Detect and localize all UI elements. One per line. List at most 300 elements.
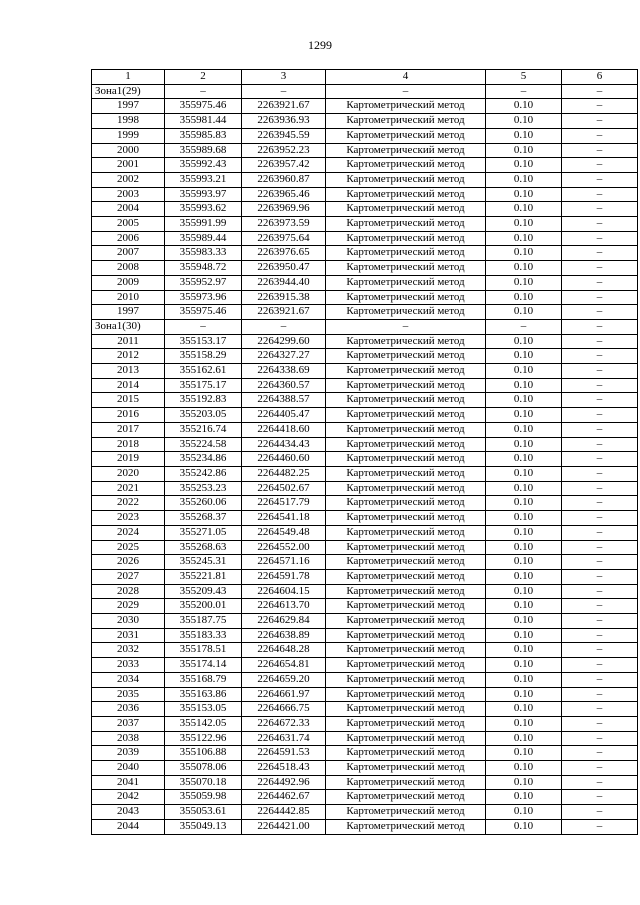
table-row [92, 364, 638, 379]
y-coordinate-cell: 2264661.97 [242, 687, 326, 702]
note-cell: – [562, 99, 638, 114]
accuracy-cell: 0.10 [486, 481, 562, 496]
point-number-cell: 2034 [92, 672, 165, 687]
note-cell: – [562, 261, 638, 276]
accuracy-cell: 0.10 [486, 761, 562, 776]
note-cell: – [562, 525, 638, 540]
table-row [92, 158, 638, 173]
table-row [92, 775, 638, 790]
method-cell: Картометрический метод [326, 334, 486, 349]
table-row [92, 334, 638, 349]
method-cell: Картометрический метод [326, 99, 486, 114]
note-cell: – [562, 555, 638, 570]
accuracy-cell: 0.10 [486, 614, 562, 629]
accuracy-cell: 0.10 [486, 555, 562, 570]
accuracy-cell: 0.10 [486, 511, 562, 526]
table-row [92, 231, 638, 246]
table-row [92, 452, 638, 467]
method-cell: Картометрический метод [326, 290, 486, 305]
point-number-cell: 2044 [92, 819, 165, 834]
x-coordinate-cell: 355203.05 [165, 408, 242, 423]
note-cell: – [562, 746, 638, 761]
point-number-cell: 2041 [92, 775, 165, 790]
note-cell: – [562, 319, 638, 334]
x-coordinate-cell: 355268.37 [165, 511, 242, 526]
x-coordinate-cell: 355989.44 [165, 231, 242, 246]
y-coordinate-cell: 2264654.81 [242, 658, 326, 673]
table-row [92, 99, 638, 114]
method-cell: Картометрический метод [326, 422, 486, 437]
point-number-cell: 2006 [92, 231, 165, 246]
note-cell: – [562, 466, 638, 481]
point-number-cell: 2036 [92, 702, 165, 717]
y-coordinate-cell: 2264434.43 [242, 437, 326, 452]
point-number-cell: 2022 [92, 496, 165, 511]
point-number-cell: 2027 [92, 569, 165, 584]
point-number-cell: 2019 [92, 452, 165, 467]
note-cell: – [562, 628, 638, 643]
method-cell: Картометрический метод [326, 261, 486, 276]
point-number-cell: 2014 [92, 378, 165, 393]
point-number-cell: 2002 [92, 172, 165, 187]
x-coordinate-cell: 355053.61 [165, 805, 242, 820]
accuracy-cell: 0.10 [486, 334, 562, 349]
method-cell: Картометрический метод [326, 481, 486, 496]
column-header: 1 [92, 70, 165, 85]
table-row [92, 746, 638, 761]
y-coordinate-cell: 2264672.33 [242, 716, 326, 731]
note-cell: – [562, 819, 638, 834]
point-number-cell: 2011 [92, 334, 165, 349]
note-cell: – [562, 393, 638, 408]
accuracy-cell: 0.10 [486, 819, 562, 834]
accuracy-cell: 0.10 [486, 716, 562, 731]
accuracy-cell: 0.10 [486, 584, 562, 599]
method-cell: – [326, 319, 486, 334]
x-coordinate-cell: 355192.83 [165, 393, 242, 408]
y-coordinate-cell: 2264613.70 [242, 599, 326, 614]
y-coordinate-cell: 2264549.48 [242, 525, 326, 540]
x-coordinate-cell: 355153.05 [165, 702, 242, 717]
point-number-cell: 2029 [92, 599, 165, 614]
method-cell: Картометрический метод [326, 158, 486, 173]
accuracy-cell: 0.10 [486, 746, 562, 761]
table-row [92, 261, 638, 276]
x-coordinate-cell: 355209.43 [165, 584, 242, 599]
table-row [92, 437, 638, 452]
y-coordinate-cell: 2264659.20 [242, 672, 326, 687]
y-coordinate-cell: 2264638.89 [242, 628, 326, 643]
accuracy-cell: – [486, 319, 562, 334]
accuracy-cell: 0.10 [486, 217, 562, 232]
x-coordinate-cell: 355162.61 [165, 364, 242, 379]
note-cell: – [562, 187, 638, 202]
point-number-cell: 2042 [92, 790, 165, 805]
point-number-cell: 2025 [92, 540, 165, 555]
y-coordinate-cell: 2264492.96 [242, 775, 326, 790]
y-coordinate-cell: 2264502.67 [242, 481, 326, 496]
note-cell: – [562, 790, 638, 805]
method-cell: Картометрический метод [326, 246, 486, 261]
point-number-cell: 2016 [92, 408, 165, 423]
y-coordinate-cell: 2264299.60 [242, 334, 326, 349]
table-row [92, 408, 638, 423]
x-coordinate-cell: 355983.33 [165, 246, 242, 261]
accuracy-cell: 0.10 [486, 643, 562, 658]
table-row [92, 114, 638, 129]
page-number: 1299 [308, 38, 332, 52]
method-cell: Картометрический метод [326, 761, 486, 776]
y-coordinate-cell: 2263976.65 [242, 246, 326, 261]
note-cell: – [562, 114, 638, 129]
method-cell: Картометрический метод [326, 746, 486, 761]
y-coordinate-cell: 2264552.00 [242, 540, 326, 555]
table-row [92, 378, 638, 393]
point-number-cell: 2013 [92, 364, 165, 379]
x-coordinate-cell: 355952.97 [165, 275, 242, 290]
accuracy-cell: 0.10 [486, 687, 562, 702]
y-coordinate-cell: 2264541.18 [242, 511, 326, 526]
y-coordinate-cell: – [242, 84, 326, 99]
x-coordinate-cell: 355991.99 [165, 217, 242, 232]
accuracy-cell: 0.10 [486, 305, 562, 320]
accuracy-cell: 0.10 [486, 393, 562, 408]
note-cell: – [562, 452, 638, 467]
note-cell: – [562, 805, 638, 820]
method-cell: Картометрический метод [326, 555, 486, 570]
x-coordinate-cell: 355174.14 [165, 658, 242, 673]
method-cell: Картометрический метод [326, 584, 486, 599]
y-coordinate-cell: 2264518.43 [242, 761, 326, 776]
accuracy-cell: 0.10 [486, 275, 562, 290]
table-header-row [92, 70, 638, 85]
method-cell: Картометрический метод [326, 217, 486, 232]
note-cell: – [562, 672, 638, 687]
y-coordinate-cell: 2263973.59 [242, 217, 326, 232]
x-coordinate-cell: 355989.68 [165, 143, 242, 158]
y-coordinate-cell: 2264631.74 [242, 731, 326, 746]
method-cell: Картометрический метод [326, 540, 486, 555]
method-cell: Картометрический метод [326, 452, 486, 467]
point-number-cell: 2010 [92, 290, 165, 305]
method-cell: Картометрический метод [326, 275, 486, 290]
method-cell: Картометрический метод [326, 775, 486, 790]
point-number-cell: 1999 [92, 128, 165, 143]
note-cell: – [562, 364, 638, 379]
x-coordinate-cell: 355993.21 [165, 172, 242, 187]
x-coordinate-cell: 355158.29 [165, 349, 242, 364]
point-number-cell: 2004 [92, 202, 165, 217]
column-header: 6 [562, 70, 638, 85]
point-number-cell: 2035 [92, 687, 165, 702]
method-cell: Картометрический метод [326, 187, 486, 202]
accuracy-cell: 0.10 [486, 775, 562, 790]
method-cell: – [326, 84, 486, 99]
y-coordinate-cell: 2263975.64 [242, 231, 326, 246]
note-cell: – [562, 658, 638, 673]
note-cell: – [562, 437, 638, 452]
method-cell: Картометрический метод [326, 378, 486, 393]
accuracy-cell: 0.10 [486, 452, 562, 467]
accuracy-cell: 0.10 [486, 143, 562, 158]
x-coordinate-cell: 355993.97 [165, 187, 242, 202]
point-number-cell: 2031 [92, 628, 165, 643]
table-row [92, 466, 638, 481]
note-cell: – [562, 231, 638, 246]
x-coordinate-cell: 355253.23 [165, 481, 242, 496]
y-coordinate-cell: 2264604.15 [242, 584, 326, 599]
table-row [92, 805, 638, 820]
note-cell: – [562, 143, 638, 158]
x-coordinate-cell: 355049.13 [165, 819, 242, 834]
note-cell: – [562, 217, 638, 232]
accuracy-cell: 0.10 [486, 187, 562, 202]
x-coordinate-cell: 355975.46 [165, 305, 242, 320]
method-cell: Картометрический метод [326, 114, 486, 129]
note-cell: – [562, 702, 638, 717]
y-coordinate-cell: 2263969.96 [242, 202, 326, 217]
point-number-cell: Зона1(30) [92, 319, 165, 334]
note-cell: – [562, 614, 638, 629]
note-cell: – [562, 305, 638, 320]
table-row [92, 143, 638, 158]
method-cell: Картометрический метод [326, 143, 486, 158]
x-coordinate-cell: 355178.51 [165, 643, 242, 658]
method-cell: Картометрический метод [326, 731, 486, 746]
method-cell: Картометрический метод [326, 805, 486, 820]
y-coordinate-cell: 2264421.00 [242, 819, 326, 834]
point-number-cell: 2000 [92, 143, 165, 158]
accuracy-cell: 0.10 [486, 702, 562, 717]
y-coordinate-cell: 2264442.85 [242, 805, 326, 820]
note-cell: – [562, 511, 638, 526]
method-cell: Картометрический метод [326, 687, 486, 702]
table-row [92, 525, 638, 540]
y-coordinate-cell: 2264327.27 [242, 349, 326, 364]
accuracy-cell: 0.10 [486, 569, 562, 584]
note-cell: – [562, 408, 638, 423]
point-number-cell: 2037 [92, 716, 165, 731]
accuracy-cell: 0.10 [486, 202, 562, 217]
table-row [92, 496, 638, 511]
method-cell: Картометрический метод [326, 628, 486, 643]
table-row [92, 422, 638, 437]
accuracy-cell: 0.10 [486, 261, 562, 276]
table-row [92, 128, 638, 143]
y-coordinate-cell: – [242, 319, 326, 334]
table-row [92, 511, 638, 526]
x-coordinate-cell: 355948.72 [165, 261, 242, 276]
accuracy-cell: 0.10 [486, 599, 562, 614]
method-cell: Картометрический метод [326, 614, 486, 629]
point-number-cell: 2007 [92, 246, 165, 261]
accuracy-cell: 0.10 [486, 805, 562, 820]
x-coordinate-cell: 355268.63 [165, 540, 242, 555]
x-coordinate-cell: 355234.86 [165, 452, 242, 467]
note-cell: – [562, 643, 638, 658]
accuracy-cell: 0.10 [486, 378, 562, 393]
x-coordinate-cell: 355992.43 [165, 158, 242, 173]
note-cell: – [562, 716, 638, 731]
accuracy-cell: 0.10 [486, 466, 562, 481]
table-row [92, 672, 638, 687]
accuracy-cell: 0.10 [486, 731, 562, 746]
y-coordinate-cell: 2264418.60 [242, 422, 326, 437]
x-coordinate-cell: 355271.05 [165, 525, 242, 540]
note-cell: – [562, 246, 638, 261]
x-coordinate-cell: 355245.31 [165, 555, 242, 570]
x-coordinate-cell: 355122.96 [165, 731, 242, 746]
y-coordinate-cell: 2263960.87 [242, 172, 326, 187]
x-coordinate-cell: – [165, 84, 242, 99]
point-number-cell: 2032 [92, 643, 165, 658]
table-row [92, 275, 638, 290]
note-cell: – [562, 584, 638, 599]
x-coordinate-cell: 355078.06 [165, 761, 242, 776]
table-row [92, 716, 638, 731]
point-number-cell: 2028 [92, 584, 165, 599]
method-cell: Картометрический метод [326, 819, 486, 834]
method-cell: Картометрический метод [326, 364, 486, 379]
x-coordinate-cell: 355070.18 [165, 775, 242, 790]
method-cell: Картометрический метод [326, 172, 486, 187]
note-cell: – [562, 334, 638, 349]
table-row [92, 790, 638, 805]
point-number-cell: 2018 [92, 437, 165, 452]
point-number-cell: 1997 [92, 99, 165, 114]
table-row [92, 540, 638, 555]
method-cell: Картометрический метод [326, 790, 486, 805]
table-row [92, 761, 638, 776]
x-coordinate-cell: 355168.79 [165, 672, 242, 687]
y-coordinate-cell: 2264571.16 [242, 555, 326, 570]
y-coordinate-cell: 2264591.53 [242, 746, 326, 761]
accuracy-cell: 0.10 [486, 246, 562, 261]
point-number-cell: 2003 [92, 187, 165, 202]
note-cell: – [562, 202, 638, 217]
y-coordinate-cell: 2263944.40 [242, 275, 326, 290]
method-cell: Картометрический метод [326, 569, 486, 584]
x-coordinate-cell: 355981.44 [165, 114, 242, 129]
point-number-cell: 2033 [92, 658, 165, 673]
point-number-cell: 2024 [92, 525, 165, 540]
x-coordinate-cell: 355975.46 [165, 99, 242, 114]
y-coordinate-cell: 2263965.46 [242, 187, 326, 202]
point-number-cell: 2039 [92, 746, 165, 761]
note-cell: – [562, 172, 638, 187]
accuracy-cell: 0.10 [486, 437, 562, 452]
table-body [92, 84, 638, 834]
x-coordinate-cell: 355153.17 [165, 334, 242, 349]
table-row [92, 305, 638, 320]
x-coordinate-cell: 355260.06 [165, 496, 242, 511]
y-coordinate-cell: 2264629.84 [242, 614, 326, 629]
method-cell: Картометрический метод [326, 437, 486, 452]
note-cell: – [562, 687, 638, 702]
note-cell: – [562, 540, 638, 555]
method-cell: Картометрический метод [326, 466, 486, 481]
accuracy-cell: 0.10 [486, 525, 562, 540]
note-cell: – [562, 422, 638, 437]
x-coordinate-cell: 355221.81 [165, 569, 242, 584]
note-cell: – [562, 290, 638, 305]
method-cell: Картометрический метод [326, 393, 486, 408]
accuracy-cell: 0.10 [486, 422, 562, 437]
column-header: 2 [165, 70, 242, 85]
y-coordinate-cell: 2263945.59 [242, 128, 326, 143]
method-cell: Картометрический метод [326, 511, 486, 526]
note-cell: – [562, 496, 638, 511]
point-number-cell: 1998 [92, 114, 165, 129]
table-row [92, 217, 638, 232]
accuracy-cell: 0.10 [486, 114, 562, 129]
note-cell: – [562, 761, 638, 776]
point-number-cell: 2043 [92, 805, 165, 820]
x-coordinate-cell: 355242.86 [165, 466, 242, 481]
x-coordinate-cell: 355183.33 [165, 628, 242, 643]
table-row [92, 819, 638, 834]
method-cell: Картометрический метод [326, 128, 486, 143]
accuracy-cell: 0.10 [486, 290, 562, 305]
coordinates-table [91, 69, 638, 835]
column-header: 3 [242, 70, 326, 85]
point-number-cell: 2020 [92, 466, 165, 481]
table-row [92, 246, 638, 261]
accuracy-cell: 0.10 [486, 128, 562, 143]
method-cell: Картометрический метод [326, 702, 486, 717]
accuracy-cell: 0.10 [486, 790, 562, 805]
table-row [92, 555, 638, 570]
table-row [92, 658, 638, 673]
table-row [92, 349, 638, 364]
point-number-cell: 2023 [92, 511, 165, 526]
point-number-cell: 1997 [92, 305, 165, 320]
accuracy-cell: 0.10 [486, 540, 562, 555]
y-coordinate-cell: 2264648.28 [242, 643, 326, 658]
y-coordinate-cell: 2264517.79 [242, 496, 326, 511]
x-coordinate-cell: 355142.05 [165, 716, 242, 731]
table-row [92, 319, 638, 334]
point-number-cell: 2008 [92, 261, 165, 276]
table-row [92, 393, 638, 408]
y-coordinate-cell: 2264482.25 [242, 466, 326, 481]
point-number-cell: 2012 [92, 349, 165, 364]
y-coordinate-cell: 2263952.23 [242, 143, 326, 158]
y-coordinate-cell: 2263921.67 [242, 99, 326, 114]
x-coordinate-cell: 355187.75 [165, 614, 242, 629]
table-row [92, 202, 638, 217]
x-coordinate-cell: 355200.01 [165, 599, 242, 614]
y-coordinate-cell: 2263921.67 [242, 305, 326, 320]
table-row [92, 172, 638, 187]
point-number-cell: 2009 [92, 275, 165, 290]
y-coordinate-cell: 2264388.57 [242, 393, 326, 408]
accuracy-cell: 0.10 [486, 158, 562, 173]
method-cell: Картометрический метод [326, 231, 486, 246]
method-cell: Картометрический метод [326, 408, 486, 423]
y-coordinate-cell: 2264460.60 [242, 452, 326, 467]
table-row [92, 187, 638, 202]
table-row [92, 569, 638, 584]
y-coordinate-cell: 2264666.75 [242, 702, 326, 717]
table-row [92, 614, 638, 629]
x-coordinate-cell: 355216.74 [165, 422, 242, 437]
note-cell: – [562, 599, 638, 614]
point-number-cell: Зона1(29) [92, 84, 165, 99]
point-number-cell: 2017 [92, 422, 165, 437]
note-cell: – [562, 275, 638, 290]
table-row [92, 643, 638, 658]
